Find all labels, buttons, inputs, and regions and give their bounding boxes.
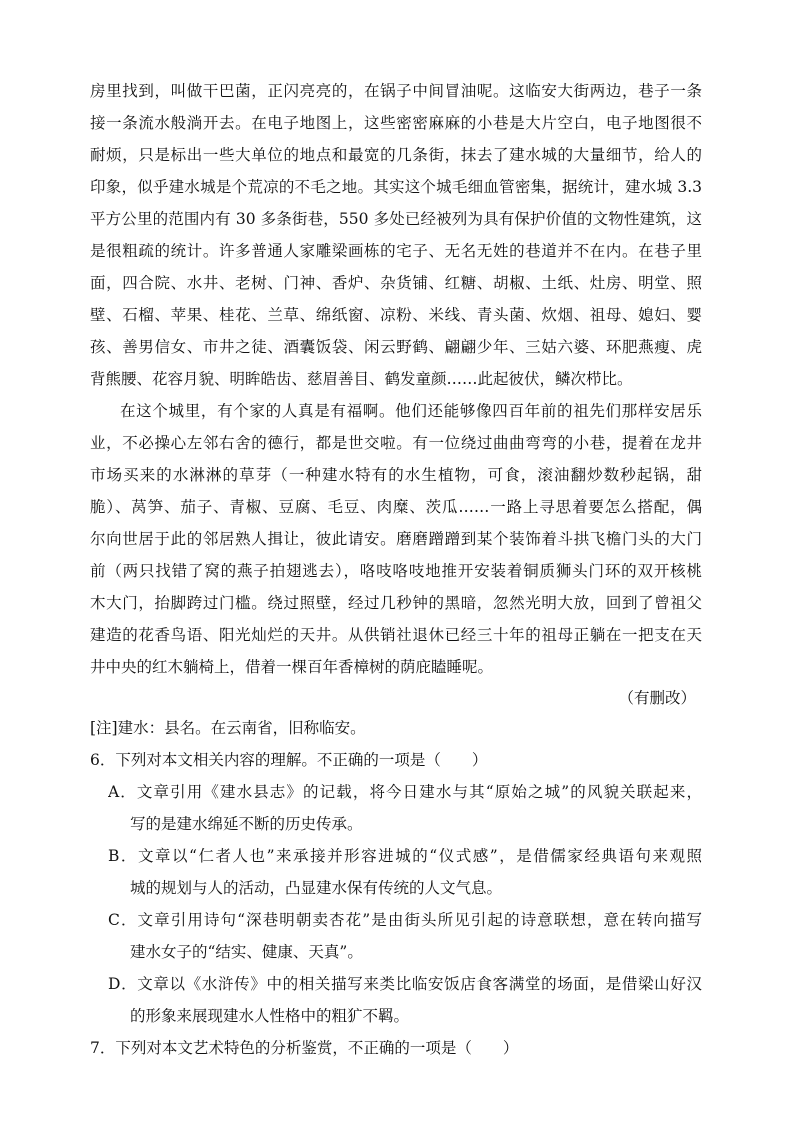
text-line: 在这个城里，有个家的人真是有福啊。他们还能够像四百年前的祖先们那样安居乐 — [120, 402, 702, 420]
text-line: 业，不必操心左邻右舍的德行，都是世交啦。有一位绕过曲曲弯弯的小巷，提着在龙井 — [90, 434, 702, 452]
text-line: 壁、石榴、苹果、桂花、兰草、绵纸窗、凉粉、米线、青头菌、炊烟、祖母、媳妇、婴 — [90, 306, 702, 324]
text-line: 印象，似乎建水城是个荒凉的不毛之地。其实这个城毛细血管密集，据统计，建水城 3.3 — [90, 178, 702, 196]
text-line: 房里找到，叫做干巴菌，正闪亮亮的，在锅子中间冒油呢。这临安大街两边，巷子一条 — [90, 82, 702, 100]
option-text: 城的规划与人的活动，凸显建水保有传统的人文气息。 — [130, 879, 503, 897]
option-text: D．文章以《水浒传》中的相关描写来类比临安饭店食客满堂的场面，是借梁山好汉 — [108, 975, 702, 993]
text-line: 面，四合院、水井、老树、门神、香炉、杂货铺、红糖、胡椒、土纸、灶房、明堂、照 — [90, 274, 702, 292]
text-line: 耐烦，只是标出一些大单位的地点和最宽的几条街，抹去了建水城的大量细节，给人的 — [90, 146, 702, 164]
option-text: 写的是建水绵延不断的历史传承。 — [130, 815, 363, 833]
option-text: 的形象来展现建水人性格中的粗犷不羁。 — [130, 1007, 410, 1025]
text-line: 市场买来的水淋淋的草芽（一种建水特有的水生植物，可食，滚油翻炒数秒起锅，甜 — [90, 466, 702, 484]
text-line: 接一条流水般淌开去。在电子地图上，这些密密麻麻的小巷是大片空白，电子地图很不 — [90, 114, 702, 132]
text-line: 孩、善男信女、市井之徒、酒囊饭袋、闲云野鹤、翩翩少年、三姑六婆、环肥燕瘦、虎 — [90, 338, 702, 356]
text-line: 平方公里的范围内有 30 多条街巷，550 多处已经被列为具有保护价值的文物性建筑，这 — [90, 210, 702, 228]
text-line: 前（两只找错了窝的燕子拍翅逃去），咯吱咯吱地推开安装着铜质狮头门环的双开核桃 — [90, 562, 702, 580]
source-note: （有删改） — [618, 689, 696, 707]
question-stem: 6．下列对本文相关内容的理解。不正确的一项是（ ） — [90, 751, 488, 769]
text-line: 是很粗疏的统计。许多普通人家雕梁画栋的宅子、无名无姓的巷道并不在内。在巷子里 — [90, 242, 702, 260]
text-line: 建造的花香鸟语、阳光灿烂的天井。从供销社退休已经三十年的祖母正躺在一把支在天 — [90, 626, 702, 644]
text-line: 背熊腰、花容月貌、明眸皓齿、慈眉善目、鹤发童颜……此起彼伏，鳞次栉比。 — [90, 370, 633, 388]
annotation-note: [注]建水：县名。在云南省，旧称临安。 — [90, 719, 366, 737]
option-text: C．文章引用诗句“深巷明朝卖杏花”是由街头所见引起的诗意联想，意在转向描写 — [108, 911, 702, 929]
option-text: B．文章以“仁者人也”来承接并形容进城的“仪式感”，是借儒家经典语句来观照 — [108, 847, 702, 865]
text-line: 井中央的红木躺椅上，借着一棵百年香樟树的荫庇瞌睡呢。 — [90, 658, 494, 676]
question-stem: 7．下列对本文艺术特色的分析鉴赏，不正确的一项是（ ） — [90, 1039, 519, 1057]
text-line: 脆）、莴笋、茄子、青椒、豆腐、毛豆、肉糜、茨瓜……一路上寻思着要怎么搭配，偶 — [90, 498, 702, 516]
option-text: A．文章引用《建水县志》的记载，将今日建水与其“原始之城”的风貌关联起来， — [108, 783, 702, 801]
option-text: 建水女子的“结实、健康、天真”。 — [130, 943, 363, 961]
text-line: 木大门，抬脚跨过门槛。绕过照壁，经过几秒钟的黑暗，忽然光明大放，回到了曾祖父 — [90, 594, 702, 612]
text-line: 尔向世居于此的邻居熟人揖让，彼此请安。磨磨蹭蹭到某个装饰着斗拱飞檐门头的大门 — [90, 530, 702, 548]
